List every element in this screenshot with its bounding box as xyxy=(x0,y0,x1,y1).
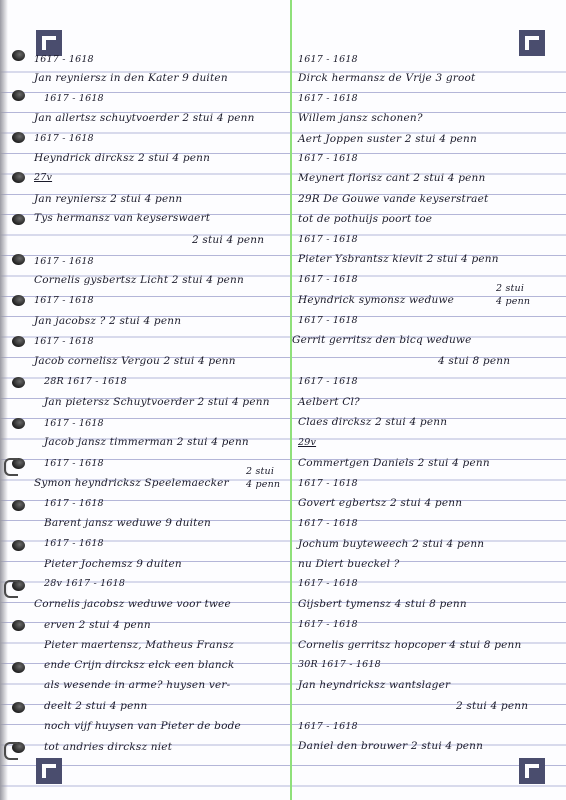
ledger-entry: Cornelis gysbertsz Licht 2 stui 4 penn xyxy=(34,274,244,286)
ledger-entry: Tys hermansz van keyserswaert xyxy=(34,212,211,224)
year-range: 1617 - 1618 xyxy=(34,336,94,347)
ledger-entry: Gerrit gerritsz den bicq weduwe xyxy=(292,334,472,346)
ledger-entry: als wesende in arme? huysen ver- xyxy=(44,679,231,691)
ledger-entry: Heyndrick symonsz weduwe xyxy=(298,294,455,306)
ledger-entry: Heyndrick dircksz 2 stui 4 penn xyxy=(34,152,211,164)
year-range: 1617 - 1618 xyxy=(44,458,104,469)
ledger-entry: Jacob cornelisz Vergou 2 stui 4 penn xyxy=(34,355,236,367)
ledger-entry: nu Diert bueckel ? xyxy=(298,558,400,570)
street-heading: 29R De Gouwe vande keyserstraet xyxy=(298,193,489,205)
year-range: 1617 - 1618 xyxy=(34,133,94,144)
ledger-entry: Cornelis jacobsz weduwe voor twee xyxy=(34,598,231,610)
ledger-entry: Commertgen Daniels 2 stui 4 penn xyxy=(298,457,490,469)
binder-hole-icon xyxy=(12,295,25,306)
year-range: 1617 - 1618 xyxy=(44,418,104,429)
ledger-entry: Jochum buyteweech 2 stui 4 penn xyxy=(298,538,485,550)
ledger-entry: deelt 2 stui 4 penn xyxy=(44,700,148,712)
binder-ring-icon xyxy=(4,742,18,760)
ledger-entry: tot andries dircksz niet xyxy=(44,741,173,753)
ledger-entry: erven 2 stui 4 penn xyxy=(44,619,151,631)
ledger-amount: 2 stui xyxy=(246,466,275,477)
year-range: 1617 - 1618 xyxy=(298,93,358,104)
ledger-amount: 2 stui 4 penn xyxy=(456,700,529,712)
binder-hole-icon xyxy=(12,377,25,388)
ledger-amount: 4 stui 8 penn xyxy=(438,355,511,367)
ledger-entry: Jan pietersz Schuytvoerder 2 stui 4 penn xyxy=(44,396,270,408)
year-range: 1617 - 1618 xyxy=(44,93,104,104)
year-range: 1617 - 1618 xyxy=(298,54,358,65)
binder-hole-icon xyxy=(12,620,25,631)
ledger-entry: Claes dircksz 2 stui 4 penn xyxy=(298,416,448,428)
year-range: 1617 - 1618 xyxy=(298,619,358,630)
binder-hole-icon xyxy=(12,662,25,673)
folio-year: 28v 1617 - 1618 xyxy=(44,578,126,589)
binder-hole-icon xyxy=(12,418,25,429)
year-range: 1617 - 1618 xyxy=(298,315,358,326)
ledger-entry: Daniel den brouwer 2 stui 4 penn xyxy=(298,740,484,752)
binder-ring-icon xyxy=(4,580,18,598)
ledger-entry: Gijsbert tymensz 4 stui 8 penn xyxy=(298,598,467,610)
binder-hole-icon xyxy=(12,90,25,101)
binding-edge xyxy=(0,0,8,800)
year-range: 1617 - 1618 xyxy=(298,721,358,732)
binder-hole-icon xyxy=(12,254,25,265)
ledger-entry: ende Crijn dircksz elck een blanck xyxy=(44,659,235,671)
ledger-entry: Pieter maertensz, Matheus Fransz xyxy=(44,639,235,651)
binder-hole-icon xyxy=(12,172,25,183)
folio-mark: 29v xyxy=(298,437,317,448)
ledger-entry: Dirck hermansz de Vrije 3 groot xyxy=(298,72,476,84)
notebook-logo-top-left-icon xyxy=(36,30,62,56)
notebook-logo-bottom-left-icon xyxy=(36,758,62,784)
binder-hole-icon xyxy=(12,132,25,143)
ledger-entry: Jan reyniersz in den Kater 9 duiten xyxy=(34,72,228,84)
ledger-amount: 4 penn xyxy=(496,296,531,307)
ledger-amount: 2 stui 4 penn xyxy=(192,234,265,246)
ledger-amount: 2 stui xyxy=(496,283,525,294)
ledger-entry: Jan reyniersz 2 stui 4 penn xyxy=(34,193,183,205)
binder-hole-icon xyxy=(12,540,25,551)
binder-hole-icon xyxy=(12,702,25,713)
year-range: 1617 - 1618 xyxy=(34,295,94,306)
folio-year: 30R 1617 - 1618 xyxy=(298,659,381,670)
year-range: 1617 - 1618 xyxy=(298,234,358,245)
year-range: 1617 - 1618 xyxy=(44,538,104,549)
ledger-entry: noch vijf huysen van Pieter de bode xyxy=(44,720,241,732)
ledger-entry: Meynert florisz cant 2 stui 4 penn xyxy=(298,172,486,184)
year-range: 1617 - 1618 xyxy=(298,376,358,387)
binder-ring-icon xyxy=(4,458,18,476)
ledger-entry: Pieter Jochemsz 9 duiten xyxy=(44,558,182,570)
ledger-entry: Govert egbertsz 2 stui 4 penn xyxy=(298,497,463,509)
year-range: 1617 - 1618 xyxy=(34,256,94,267)
binder-hole-icon xyxy=(12,214,25,225)
binder-hole-icon xyxy=(12,500,25,511)
ledger-entry: Cornelis gerritsz hopcoper 4 stui 8 penn xyxy=(298,639,522,651)
binder-hole-icon xyxy=(12,336,25,347)
ledger-entry: Symon heyndricksz Speelemaecker xyxy=(34,477,229,489)
ledger-entry: Willem jansz schonen? xyxy=(298,112,423,124)
ledger-entry: Pieter Ysbrantsz kievit 2 stui 4 penn xyxy=(298,253,499,265)
year-range: 1617 - 1618 xyxy=(298,478,358,489)
notebook-logo-top-right-icon xyxy=(519,30,545,56)
ledger-entry: Barent jansz weduwe 9 duiten xyxy=(44,517,211,529)
ledger-entry: Aelbert Cl? xyxy=(298,396,360,408)
ledger-entry: Jan heyndricksz wantslager xyxy=(298,679,451,691)
year-range: 1617 - 1618 xyxy=(298,518,358,529)
binder-hole-icon xyxy=(12,50,25,61)
ledger-entry: Jan jacobsz ? 2 stui 4 penn xyxy=(34,315,182,327)
street-heading: tot de pothuijs poort toe xyxy=(298,213,433,225)
year-range: 1617 - 1618 xyxy=(34,54,94,65)
year-range: 1617 - 1618 xyxy=(298,153,358,164)
folio-year: 28R 1617 - 1618 xyxy=(44,376,127,387)
ledger-entry: Jan allertsz schuytvoerder 2 stui 4 penn xyxy=(34,112,255,124)
ledger-entry: Aert Joppen suster 2 stui 4 penn xyxy=(298,133,477,145)
year-range: 1617 - 1618 xyxy=(298,578,358,589)
ledger-entry: Jacob jansz timmerman 2 stui 4 penn xyxy=(44,436,249,448)
notebook-logo-bottom-right-icon xyxy=(519,758,545,784)
ledger-amount: 4 penn xyxy=(246,479,281,490)
page-top-margin xyxy=(0,0,566,50)
folio-mark: 27v xyxy=(34,172,53,183)
margin-line xyxy=(290,0,292,800)
year-range: 1617 - 1618 xyxy=(44,498,104,509)
year-range: 1617 - 1618 xyxy=(298,274,358,285)
